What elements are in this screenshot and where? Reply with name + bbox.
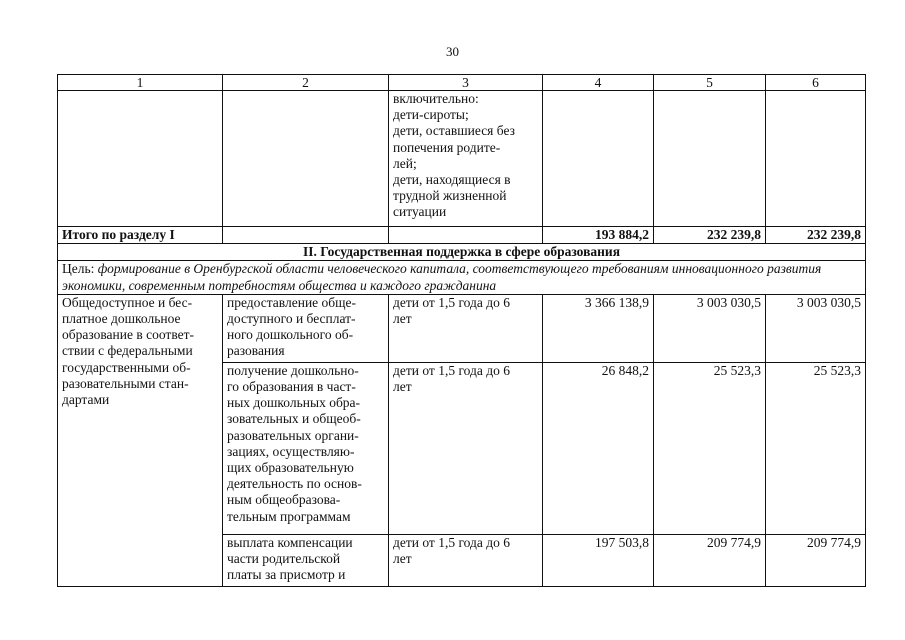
page-number: 30 [446, 44, 459, 59]
column-header: 1 [58, 75, 223, 91]
table-row [58, 294, 866, 362]
table-cell [654, 91, 766, 227]
goal-cell [58, 261, 866, 294]
program-cell [58, 294, 223, 586]
table-cell [58, 91, 223, 227]
total-value: 232 239,8 [654, 227, 766, 244]
column-header: 4 [543, 75, 654, 91]
table-header-row [58, 75, 866, 91]
amount-cell: 25 523,3 [654, 362, 766, 534]
category-text: дети от 1,5 года до 6 лет [393, 362, 510, 395]
table-cell [543, 91, 654, 227]
amount-cell: 209 774,9 [766, 534, 866, 586]
measure-text: выплата компенсации части родительской платы за присмотр и [227, 534, 353, 583]
column-header: 6 [766, 75, 866, 91]
measure-text: предоставление обще- доступного и бесплат- ного дошкольного об- разования [227, 294, 357, 359]
amount-cell: 26 848,2 [543, 362, 654, 534]
category-text: включительно: дети-сироты; дети, оставшиеся без попечения родите- лей; дети, находящиеся в трудной жизненной ситуации [393, 91, 515, 220]
total-label: Итого по разделу I [58, 227, 223, 244]
category-text: дети от 1,5 года до 6 лет [393, 534, 510, 567]
amount-cell: 197 503,8 [543, 534, 654, 586]
total-value: 232 239,8 [766, 227, 866, 244]
table-cell [389, 91, 543, 227]
table-cell [389, 534, 543, 586]
section-heading-row [58, 244, 866, 261]
table-cell [223, 227, 389, 244]
table-cell [766, 91, 866, 227]
continuation-row [58, 91, 866, 227]
section-heading: II. Государственная поддержка в сфере образования [58, 244, 866, 261]
goal-prefix: Цель: [62, 261, 98, 277]
amount-cell: 3 003 030,5 [654, 294, 766, 362]
total-value: 193 884,2 [543, 227, 654, 244]
amount-cell: 3 366 138,9 [543, 294, 654, 362]
amount-cell: 209 774,9 [654, 534, 766, 586]
goal-row [58, 261, 866, 294]
program-name: Общедоступное и бес- платное дошкольное образование в соответ- ствии с федеральными государственными об- разовательными стан- дартами [62, 294, 195, 408]
table-cell [223, 534, 389, 586]
column-header: 2 [223, 75, 389, 91]
table-cell [223, 362, 389, 534]
table-cell [223, 91, 389, 227]
measure-text: получение дошкольно- го образования в част- ных дошкольных обра- зовательных и общеоб- разовательных органи- зациях, осуществляю- щих образовательную деятельность по основ- ным общеобразова- тельным программам [227, 362, 362, 524]
category-text: дети от 1,5 года до 6 лет [393, 294, 510, 327]
total-row [58, 227, 866, 244]
table-cell [389, 227, 543, 244]
amount-cell: 25 523,3 [766, 362, 866, 534]
amount-cell: 3 003 030,5 [766, 294, 866, 362]
table-cell [389, 362, 543, 534]
budget-table [57, 74, 866, 587]
table-cell [389, 294, 543, 362]
table-cell [223, 294, 389, 362]
column-header: 5 [654, 75, 766, 91]
column-header: 3 [389, 75, 543, 91]
goal-text: формирование в Оренбургской области человеческого капитала, соответствующего требованиям инновационного развития экономики, современным потребностям общества и каждого гражданина [62, 261, 822, 293]
